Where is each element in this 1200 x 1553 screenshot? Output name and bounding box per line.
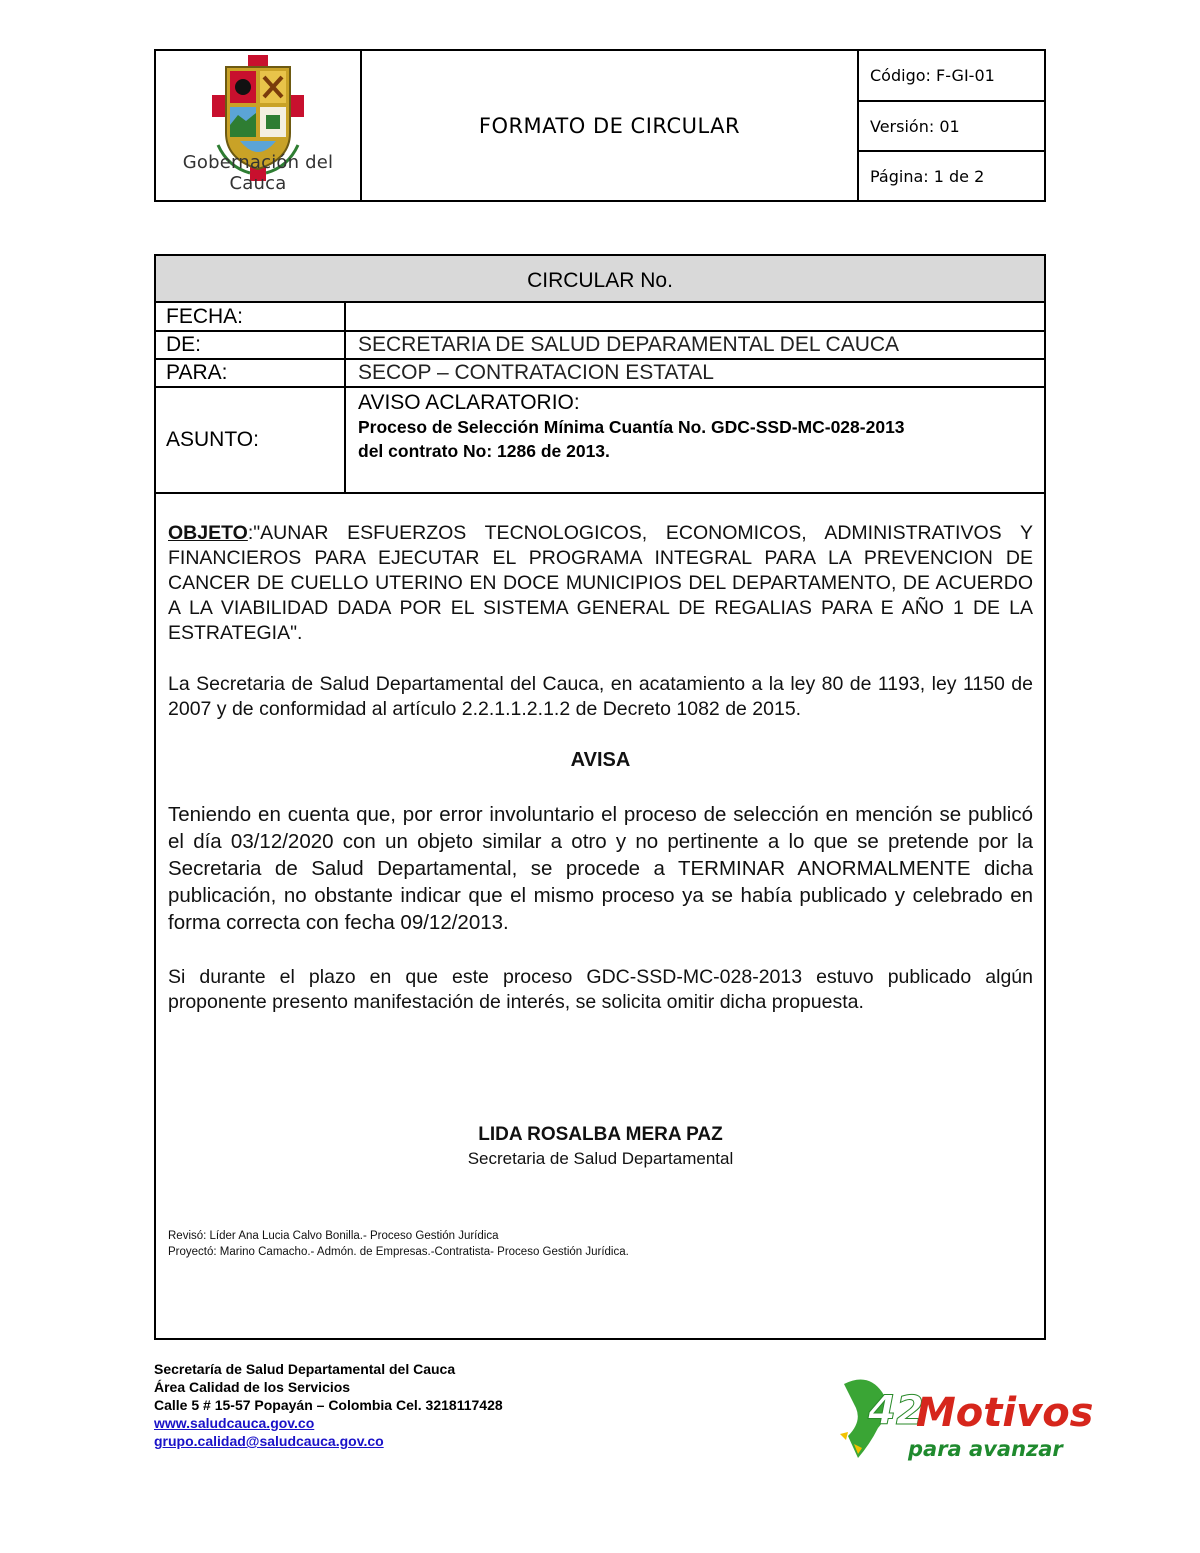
signer-name: LIDA ROSALBA MERA PAZ [478, 1124, 723, 1145]
avisa-heading: AVISA [570, 749, 631, 771]
footer-contact [154, 1360, 503, 1450]
paragraph-2: Teniendo en cuenta que, por error involuntario el proceso de selección en mención se publicó el día 03/12/2020 con un objeto similar a otro y no pertinente a lo que se pretende por la Secretaria de Salud Departamental, se procede a TERMINAR ANORMALMENTE dicha publicación, no obstante indicar que el mismo proceso ya se había publicado y celebrado en forma correcta con fecha 09/12/2013. [168, 803, 1033, 934]
asunto-value [346, 388, 1044, 463]
de-value: SECRETARIA DE SALUD DEPARAMENTAL DEL CAUCA [358, 333, 900, 356]
website-link[interactable]: www.saludcauca.gov.co [154, 1415, 315, 1431]
form-meta [859, 51, 1044, 200]
paragraph-1: La Secretaria de Salud Departamental del Cauca, en acatamiento a la ley 80 de 1193, ley 1150 de 2007 y de conformidad al artículo 2.2.1.1.2.1.2 de Decreto 1082 de 2015. [168, 673, 1033, 720]
asunto-label: ASUNTO: [156, 388, 346, 492]
paragraph-3: Si durante el plazo en que este proceso GDC-SSD-MC-028-2013 estuvo publicado algún proponente presento manifestación de interés, se solicita omitir dicha propuesta. [168, 966, 1033, 1013]
page-number: Página: 1 de 2 [870, 166, 985, 186]
form-code: Código: F-GI-01 [859, 51, 1044, 102]
motivos-tagline: para avanzar [908, 1437, 1063, 1461]
de-label: DE: [156, 332, 346, 358]
asunto-line-2: del contrato No: 1286 de 2013. [358, 441, 610, 461]
form-version: Versión: 01 [859, 102, 1044, 152]
objeto-label: OBJETO [168, 522, 248, 544]
objeto-text: :"AUNAR ESFUERZOS TECNOLOGICOS, ECONOMICOS, ADMINISTRATIVOS Y FINANCIEROS PARA EJECUTAR EL PROGRAMA INTEGRAL PARA LA PREVENCION DE CANCER DE CUELLO UTERINO EN DOCE MUNICIPIOS DEL DEPARTAMENTO, DE ACUERDO A LA VIABILIDAD DADA POR EL SISTEMA GENERAL DE REGALIAS PARA E AÑO 1 DE LA ESTRATEGIA". [168, 522, 1033, 644]
para-label: PARA: [156, 360, 346, 386]
circular-title: CIRCULAR No. [156, 256, 1044, 303]
asunto-row [156, 388, 1044, 494]
proyecto-note: Proyectó: Marino Camacho.- Admón. de Empresas.-Contratista- Proceso Gestión Jurídica. [168, 1246, 629, 1258]
fecha-label: FECHA: [156, 303, 346, 330]
para-row [156, 360, 1044, 388]
circular-box [154, 254, 1046, 1340]
gobernacion-logo-cell [156, 51, 362, 200]
asunto-line-1: Proceso de Selección Mínima Cuantía No. GDC-SSD-MC-028-2013 [358, 417, 905, 437]
signer-role: Secretaria de Salud Departamental [467, 1149, 734, 1168]
fecha-value [346, 303, 1044, 330]
fecha-row [156, 303, 1044, 332]
motivos-logo [838, 1374, 1094, 1471]
motivos-number: 42 [868, 1388, 924, 1434]
objeto-paragraph [168, 521, 1033, 646]
de-row [156, 332, 1044, 360]
motivos-word: Motivos [916, 1390, 1094, 1436]
form-title: FORMATO DE CIRCULAR [362, 51, 859, 200]
email-link[interactable]: grupo.calidad@saludcauca.gov.co [154, 1433, 384, 1449]
motivos-logo-graphic [838, 1374, 1094, 1466]
document-header [154, 49, 1046, 202]
asunto-title: AVISO ACLARATORIO: [358, 391, 580, 414]
footer-line-1: Secretaría de Salud Departamental del Cauca [154, 1361, 456, 1377]
footer-line-2: Área Calidad de los Servicios [154, 1379, 351, 1395]
org-name: Gobernación del Cauca [182, 152, 334, 194]
reviso-note: Revisó: Líder Ana Lucia Calvo Bonilla.- Proceso Gestión Jurídica [168, 1230, 499, 1242]
footer-line-3: Calle 5 # 15-57 Popayán – Colombia Cel. 3218117428 [154, 1397, 503, 1413]
para-value: SECOP – CONTRATACION ESTATAL [358, 361, 714, 384]
